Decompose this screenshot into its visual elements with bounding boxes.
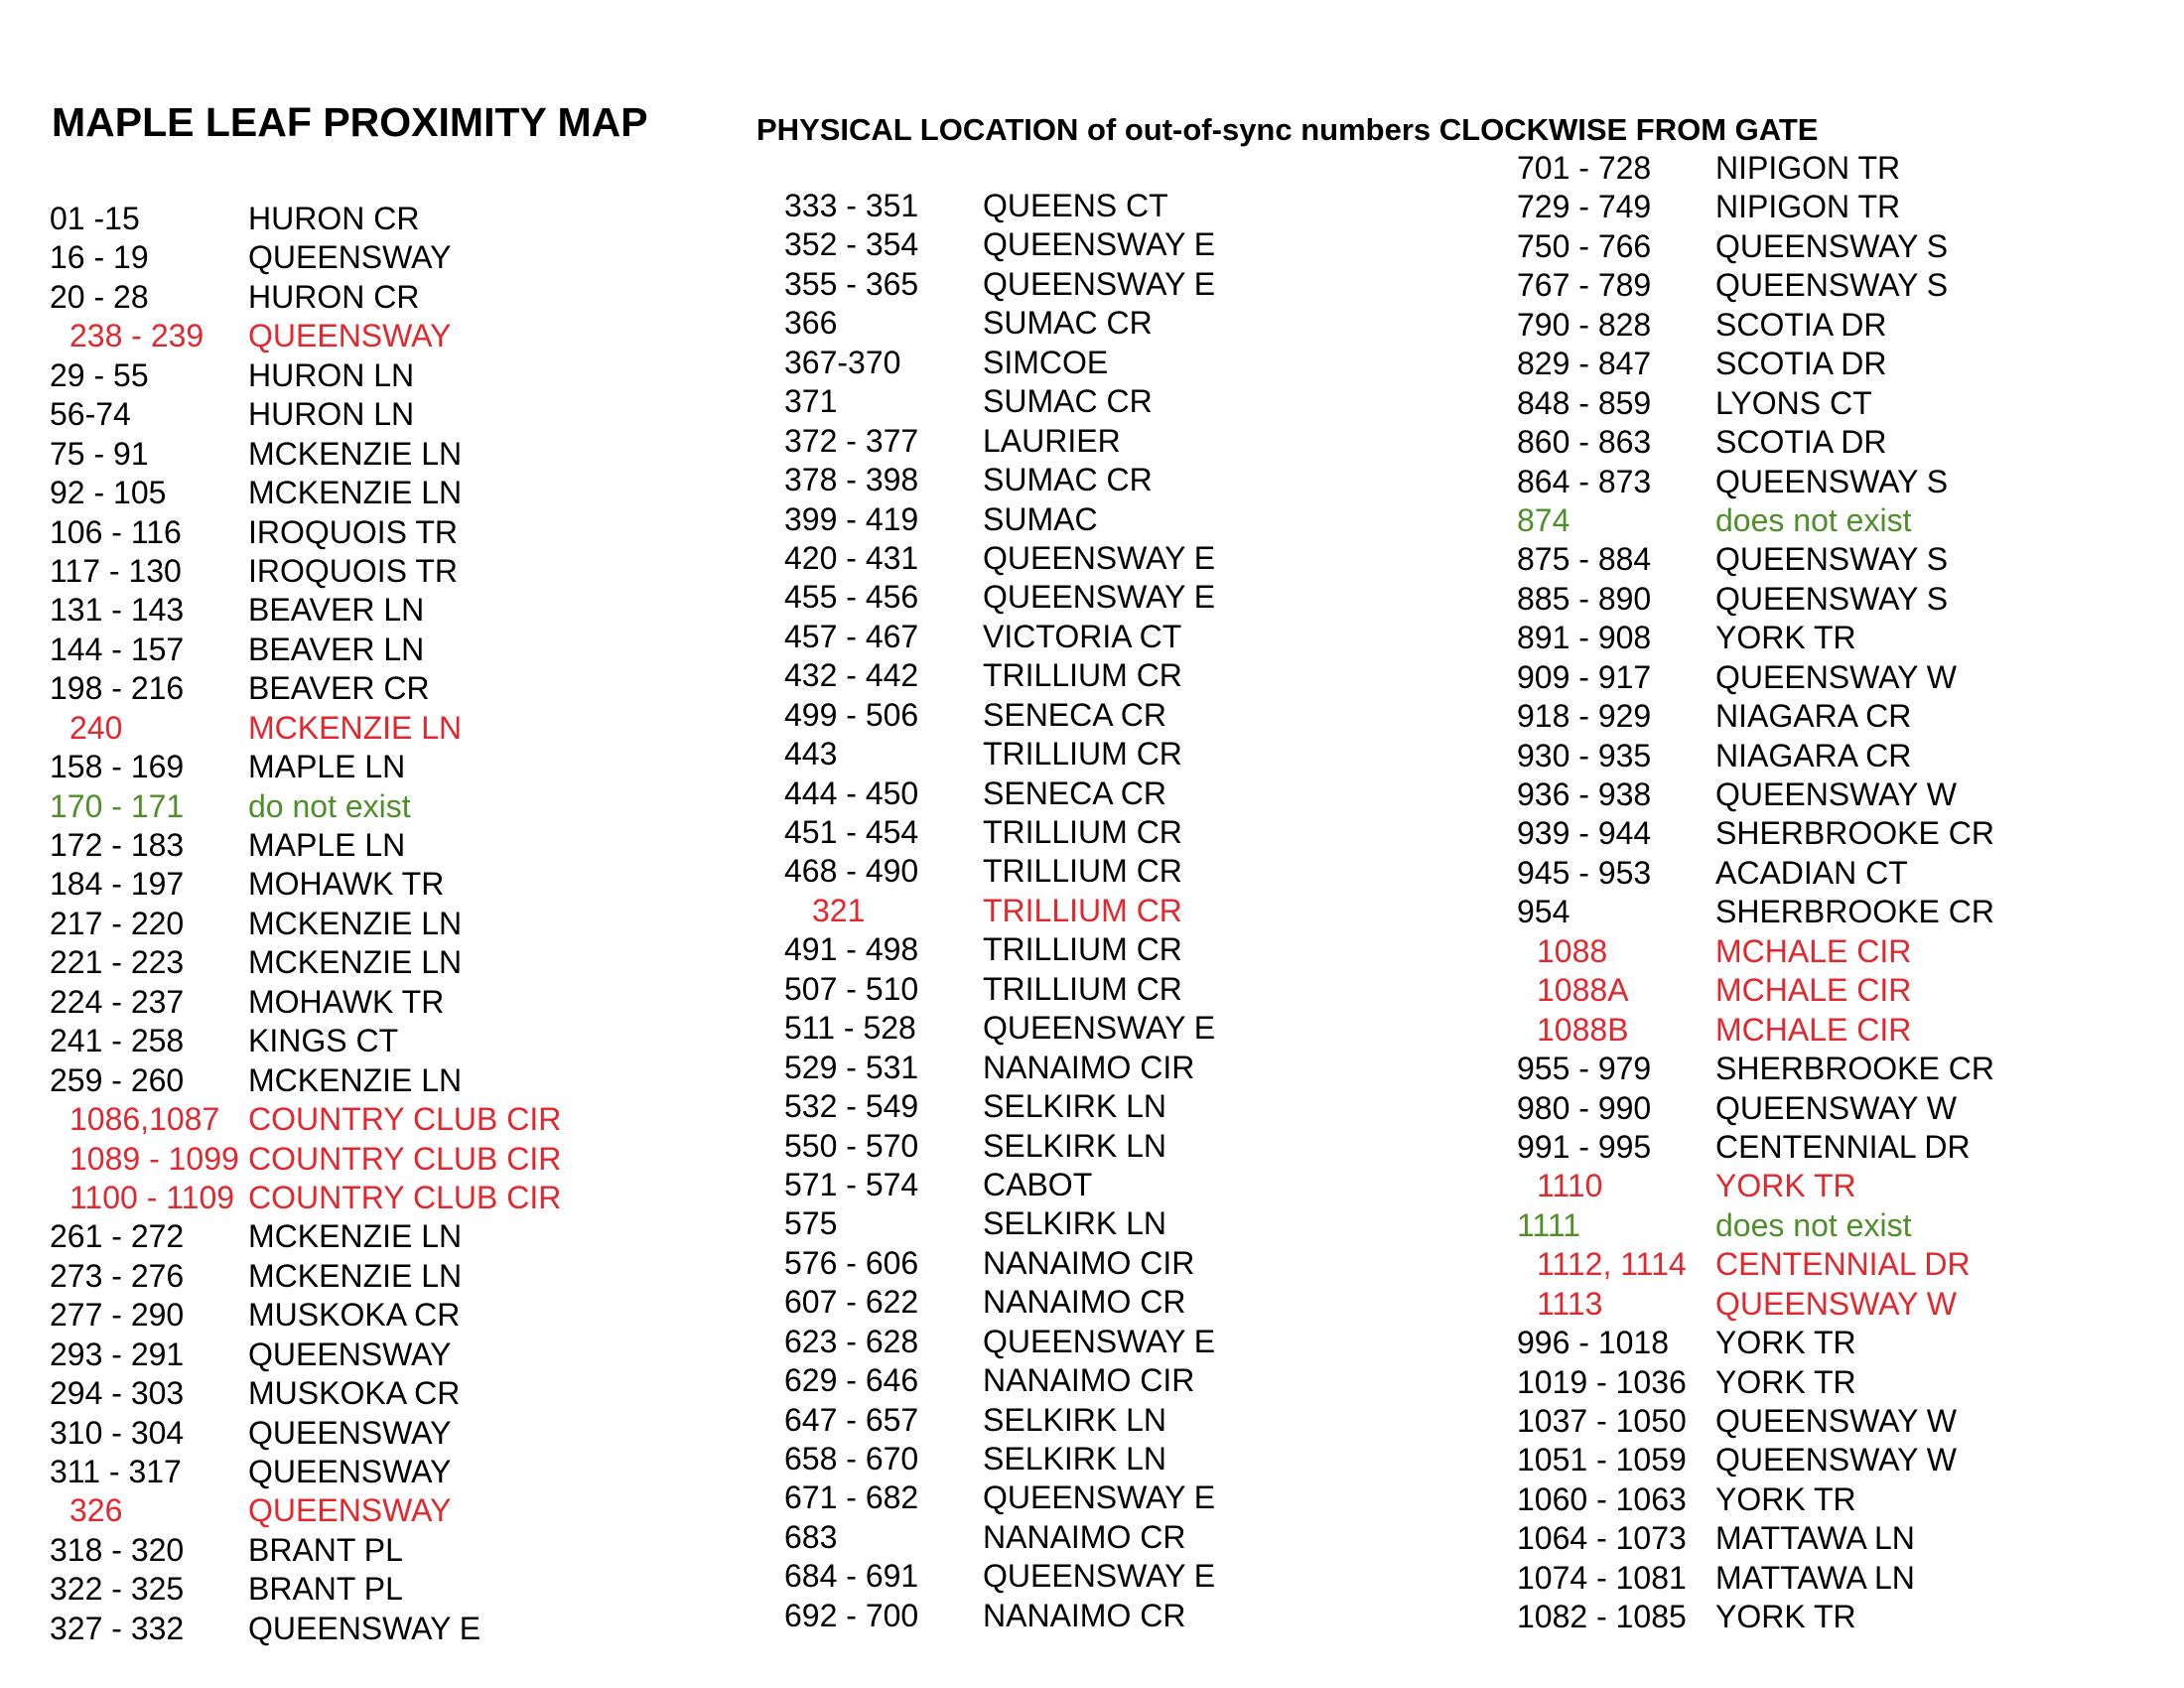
house-number-range: 277 - 290: [50, 1297, 185, 1334]
house-number-range: 692 - 700: [784, 1597, 919, 1633]
house-number-range: 891 - 908: [1517, 620, 1652, 656]
house-number-range: 1110: [1537, 1168, 1603, 1204]
street-name: SUMAC CR: [983, 383, 1153, 420]
house-number-range: 1064 - 1073: [1517, 1520, 1687, 1557]
house-number-range: 399 - 419: [784, 500, 919, 537]
street-name: NIPIGON TR: [1715, 189, 1901, 225]
house-number-range: 996 - 1018: [1517, 1325, 1670, 1361]
street-name: MATTAWA LN: [1715, 1520, 1915, 1557]
street-name: QUEENSWAY S: [1715, 541, 1949, 578]
house-number-range: 20 - 28: [50, 278, 149, 315]
house-number-range: 507 - 510: [784, 970, 919, 1007]
house-number-range: 936 - 938: [1517, 776, 1652, 812]
house-number-range: 172 - 183: [50, 827, 185, 863]
house-number-range: 684 - 691: [784, 1558, 919, 1595]
street-name: HURON CR: [248, 201, 420, 236]
street-name: QUEENSWAY E: [983, 1558, 1216, 1595]
street-name: QUEENSWAY: [248, 1414, 452, 1451]
street-name: MATTAWA LN: [1715, 1559, 1915, 1596]
house-number-range: 647 - 657: [784, 1401, 919, 1438]
house-number-range: 550 - 570: [784, 1127, 919, 1164]
street-name: CENTENNIAL DR: [1715, 1128, 1971, 1165]
street-name: QUEENSWAY S: [1715, 267, 1949, 304]
house-number-range: 261 - 272: [50, 1218, 185, 1255]
house-number-range: 144 - 157: [50, 631, 185, 667]
street-name: NIAGARA CR: [1715, 737, 1912, 774]
street-name: SENECA CR: [983, 774, 1166, 811]
house-number-range: 432 - 442: [784, 657, 919, 694]
house-number-range: 930 - 935: [1517, 737, 1652, 774]
street-name: MCHALE CIR: [1715, 932, 1912, 969]
street-name: IROQUOIS TR: [248, 513, 458, 550]
street-name: QUEENSWAY: [248, 318, 452, 354]
house-number-range: 1113: [1537, 1285, 1603, 1322]
street-name: TRILLIUM CR: [983, 970, 1182, 1007]
house-number-range: 310 - 304: [50, 1414, 185, 1451]
house-number-range: 372 - 377: [784, 422, 919, 459]
street-name: QUEENSWAY E: [248, 1610, 481, 1646]
street-name: SCOTIA DR: [1715, 306, 1887, 343]
house-number-range: 829 - 847: [1517, 346, 1652, 382]
street-name: QUEENSWAY: [248, 1454, 452, 1489]
house-number-range: 224 - 237: [50, 983, 185, 1020]
house-number-range: 1019 - 1036: [1517, 1363, 1687, 1400]
house-number-range: 217 - 220: [50, 905, 185, 941]
street-name: TRILLIUM CR: [983, 853, 1182, 890]
street-name: BEAVER LN: [248, 592, 425, 629]
house-number-range: 198 - 216: [50, 670, 185, 707]
street-name: SENECA CR: [983, 696, 1166, 733]
street-name: TRILLIUM CR: [983, 814, 1182, 850]
house-number-range: 366: [784, 305, 838, 342]
house-number-range: 991 - 995: [1517, 1128, 1652, 1165]
street-name: MUSKOKA CR: [248, 1297, 461, 1334]
house-number-range: 658 - 670: [784, 1441, 919, 1477]
street-name: QUEENSWAY: [248, 239, 452, 276]
street-name: VICTORIA CT: [983, 618, 1182, 654]
house-number-range: 1088A: [1537, 972, 1629, 1009]
house-number-range: 1100 - 1109: [69, 1179, 235, 1215]
street-name: TRILLIUM CR: [983, 931, 1182, 968]
house-number-range: 468 - 490: [784, 853, 919, 890]
house-number-range: 378 - 398: [784, 462, 919, 498]
street-name: SELKIRK LN: [983, 1088, 1166, 1125]
house-number-range: 860 - 863: [1517, 424, 1652, 461]
street-name: YORK TR: [1715, 1325, 1856, 1361]
street-name: MCKENZIE LN: [248, 435, 463, 472]
house-number-range: 238 - 239: [69, 318, 205, 354]
house-number-range: 294 - 303: [50, 1375, 185, 1412]
house-number-range: 1088: [1537, 932, 1608, 969]
street-name: does not exist: [1715, 1206, 1912, 1243]
house-number-range: 575: [784, 1205, 838, 1242]
street-name: QUEENSWAY W: [1715, 1403, 1957, 1439]
street-name: MOHAWK TR: [248, 866, 445, 903]
street-name: HURON LN: [248, 396, 415, 433]
street-name: QUEENSWAY E: [983, 579, 1216, 616]
house-number-range: 683: [784, 1518, 838, 1555]
street-name: NANAIMO CR: [983, 1597, 1186, 1633]
house-number-range: 576 - 606: [784, 1244, 919, 1281]
street-name: COUNTRY CLUB CIR: [248, 1101, 562, 1138]
street-name: QUEENSWAY: [248, 1492, 452, 1529]
house-number-range: 117 - 130: [50, 552, 182, 589]
house-number-range: 671 - 682: [784, 1479, 919, 1516]
house-number-range: 1088B: [1537, 1011, 1629, 1048]
house-number-range: 529 - 531: [784, 1049, 919, 1085]
house-number-range: 1082 - 1085: [1517, 1599, 1687, 1635]
house-number-range: 457 - 467: [784, 618, 919, 654]
house-number-range: 980 - 990: [1517, 1089, 1652, 1126]
street-name: SUMAC CR: [983, 462, 1153, 498]
house-number-range: 322 - 325: [50, 1571, 185, 1608]
street-name: SELKIRK LN: [983, 1127, 1166, 1164]
street-name: LYONS CT: [1715, 384, 1872, 421]
street-name: MOHAWK TR: [248, 983, 445, 1020]
house-number-range: 750 - 766: [1517, 227, 1652, 264]
house-number-range: 939 - 944: [1517, 815, 1652, 852]
street-name: MUSKOKA CR: [248, 1375, 461, 1412]
house-number-range: 701 - 728: [1517, 150, 1652, 186]
house-number-range: 885 - 890: [1517, 580, 1652, 617]
house-number-range: 954: [1517, 894, 1570, 930]
street-name: QUEENSWAY S: [1715, 580, 1949, 617]
house-number-range: 909 - 917: [1517, 658, 1652, 695]
house-number-range: 92 - 105: [50, 475, 167, 511]
street-name: MCKENZIE LN: [248, 944, 463, 981]
house-number-range: 455 - 456: [784, 579, 919, 616]
street-name: SUMAC CR: [983, 305, 1153, 342]
street-name: NANAIMO CIR: [983, 1244, 1195, 1281]
house-number-range: 16 - 19: [50, 239, 149, 276]
street-name: COUNTRY CLUB CIR: [248, 1179, 562, 1215]
street-name: YORK TR: [1715, 620, 1856, 656]
house-number-range: 184 - 197: [50, 866, 185, 903]
house-number-range: 333 - 351: [784, 188, 919, 223]
house-number-range: 443: [784, 736, 838, 773]
street-name: CABOT: [983, 1166, 1093, 1202]
house-number-range: 326: [69, 1492, 123, 1529]
street-name: NIPIGON TR: [1715, 150, 1901, 186]
street-name: NANAIMO CR: [983, 1284, 1186, 1321]
street-name: MCKENZIE LN: [248, 709, 463, 746]
street-name: QUEENSWAY E: [983, 539, 1216, 576]
house-number-range: 874: [1517, 501, 1570, 538]
house-number-range: 259 - 260: [50, 1061, 185, 1098]
street-name: YORK TR: [1715, 1363, 1856, 1400]
street-name: MCKENZIE LN: [248, 475, 463, 511]
street-name: SIMCOE: [983, 344, 1109, 380]
street-name: SHERBROOKE CR: [1715, 894, 1994, 930]
street-name: YORK TR: [1715, 1599, 1856, 1635]
house-number-range: 221 - 223: [50, 944, 185, 981]
house-number-range: 571 - 574: [784, 1166, 919, 1202]
street-name: SELKIRK LN: [983, 1401, 1166, 1438]
street-name: MCHALE CIR: [1715, 972, 1912, 1009]
street-name: NANAIMO CR: [983, 1518, 1186, 1555]
street-name: QUEENSWAY S: [1715, 463, 1949, 499]
house-number-range: 241 - 258: [50, 1023, 185, 1059]
house-number-range: 451 - 454: [784, 814, 919, 850]
house-number-range: 131 - 143: [50, 592, 185, 629]
street-name: BRANT PL: [248, 1571, 403, 1608]
house-number-range: 511 - 528: [784, 1010, 916, 1047]
house-number-range: 790 - 828: [1517, 306, 1652, 343]
street-name: QUEENSWAY: [248, 1336, 452, 1372]
street-name: BEAVER LN: [248, 631, 425, 667]
house-number-range: 170 - 171: [50, 787, 185, 824]
street-name: NANAIMO CIR: [983, 1362, 1195, 1399]
house-number-range: 240: [69, 709, 123, 746]
street-name: QUEENSWAY W: [1715, 1089, 1957, 1126]
street-name: QUEENSWAY W: [1715, 1442, 1957, 1478]
house-number-range: 623 - 628: [784, 1323, 919, 1359]
house-number-range: 767 - 789: [1517, 267, 1652, 304]
street-name: QUEENS CT: [983, 188, 1168, 223]
house-number-range: 1037 - 1050: [1517, 1403, 1687, 1439]
street-name: YORK TR: [1715, 1168, 1856, 1204]
house-number-range: 532 - 549: [784, 1088, 919, 1125]
street-name: YORK TR: [1715, 1480, 1856, 1517]
street-name: MCKENZIE LN: [248, 1061, 463, 1098]
house-number-range: 607 - 622: [784, 1284, 919, 1321]
street-name: COUNTRY CLUB CIR: [248, 1140, 562, 1177]
house-number-range: 318 - 320: [50, 1531, 185, 1568]
street-name: SUMAC: [983, 500, 1098, 537]
street-name: KINGS CT: [248, 1023, 399, 1059]
street-name: QUEENSWAY E: [983, 1010, 1216, 1047]
street-name: NANAIMO CIR: [983, 1049, 1195, 1085]
house-number-range: 1111: [1517, 1206, 1581, 1243]
house-number-range: 75 - 91: [50, 435, 149, 472]
house-number-range: 629 - 646: [784, 1362, 919, 1399]
house-number-range: 327 - 332: [50, 1610, 185, 1646]
house-number-range: 875 - 884: [1517, 541, 1652, 578]
house-number-range: 420 - 431: [784, 539, 919, 576]
street-name: QUEENSWAY E: [983, 265, 1216, 302]
street-name: QUEENSWAY W: [1715, 658, 1957, 695]
street-name: MCHALE CIR: [1715, 1011, 1912, 1048]
house-number-range: 1089 - 1099: [69, 1140, 239, 1177]
street-name: TRILLIUM CR: [983, 657, 1182, 694]
house-number-range: 1112, 1114: [1537, 1246, 1687, 1283]
street-name: SHERBROOKE CR: [1715, 1051, 1994, 1087]
street-name: MAPLE LN: [248, 749, 406, 785]
house-number-range: 158 - 169: [50, 749, 185, 785]
street-name: BRANT PL: [248, 1531, 403, 1568]
house-number-range: 355 - 365: [784, 265, 919, 302]
house-number-range: 491 - 498: [784, 931, 919, 968]
page-title: MAPLE LEAF PROXIMITY MAP: [52, 99, 648, 145]
street-name: SCOTIA DR: [1715, 346, 1887, 382]
street-name: SELKIRK LN: [983, 1441, 1166, 1477]
street-name: MAPLE LN: [248, 827, 406, 863]
street-name: QUEENSWAY W: [1715, 1285, 1957, 1322]
house-number-range: 01 -15: [50, 201, 140, 236]
house-number-range: 56-74: [50, 396, 131, 433]
street-name: TRILLIUM CR: [983, 892, 1182, 928]
house-number-range: 106 - 116: [50, 513, 182, 550]
house-number-range: 945 - 953: [1517, 854, 1652, 891]
house-number-range: 273 - 276: [50, 1257, 185, 1294]
house-number-range: 918 - 929: [1517, 698, 1652, 735]
street-name: QUEENSWAY W: [1715, 776, 1957, 812]
house-number-range: 848 - 859: [1517, 384, 1652, 421]
street-name: ACADIAN CT: [1715, 854, 1908, 891]
street-name: CENTENNIAL DR: [1715, 1246, 1971, 1283]
house-number-range: 1074 - 1081: [1517, 1559, 1687, 1596]
street-name: SCOTIA DR: [1715, 424, 1887, 461]
house-number-range: 729 - 749: [1517, 189, 1652, 225]
street-name: LAURIER: [983, 422, 1121, 459]
house-number-range: 499 - 506: [784, 696, 919, 733]
street-name: HURON CR: [248, 278, 420, 315]
house-number-range: 955 - 979: [1517, 1051, 1652, 1087]
street-name: QUEENSWAY E: [983, 1479, 1216, 1516]
street-name: SHERBROOKE CR: [1715, 815, 1994, 852]
house-number-range: 352 - 354: [784, 226, 919, 263]
house-number-range: 1060 - 1063: [1517, 1480, 1687, 1517]
street-name: BEAVER CR: [248, 670, 430, 707]
page-subtitle: PHYSICAL LOCATION of out-of-sync numbers CLOCKWISE FROM GATE: [756, 112, 1819, 147]
house-number-range: 371: [784, 383, 838, 420]
house-number-range: 1051 - 1059: [1517, 1442, 1687, 1478]
street-name: do not exist: [248, 787, 411, 824]
street-name: does not exist: [1715, 501, 1912, 538]
street-name: NIAGARA CR: [1715, 698, 1912, 735]
house-number-range: 293 - 291: [50, 1336, 185, 1372]
street-name: MCKENZIE LN: [248, 1257, 463, 1294]
street-name: QUEENSWAY E: [983, 1323, 1216, 1359]
street-name: MCKENZIE LN: [248, 905, 463, 941]
street-name: TRILLIUM CR: [983, 736, 1182, 773]
street-name: QUEENSWAY S: [1715, 227, 1949, 264]
street-name: HURON LN: [248, 356, 415, 393]
house-number-range: 29 - 55: [50, 356, 149, 393]
street-name: IROQUOIS TR: [248, 552, 458, 589]
house-number-range: 1086,1087: [69, 1101, 220, 1138]
house-number-range: 311 - 317: [50, 1454, 182, 1489]
house-number-range: 444 - 450: [784, 774, 919, 811]
street-name: MCKENZIE LN: [248, 1218, 463, 1255]
house-number-range: 367-370: [784, 344, 901, 380]
house-number-range: 321: [812, 892, 866, 928]
street-name: SELKIRK LN: [983, 1205, 1166, 1242]
street-name: QUEENSWAY E: [983, 226, 1216, 263]
house-number-range: 864 - 873: [1517, 463, 1652, 499]
